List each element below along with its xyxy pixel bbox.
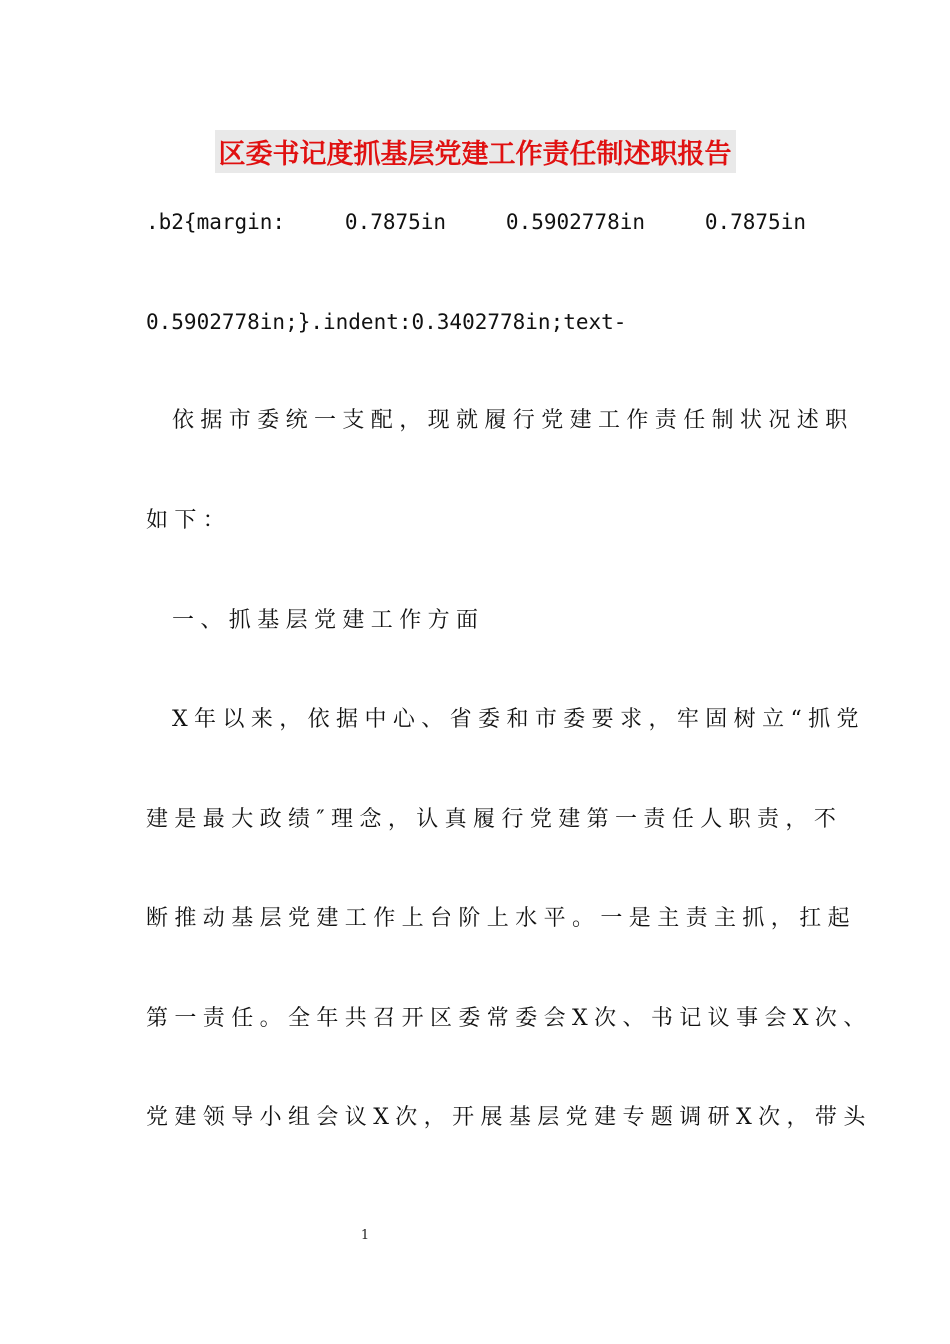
document-title: 区委书记度抓基层党建工作责任制述职报告 — [215, 130, 736, 173]
css-fragment: .b2{margin: — [146, 210, 286, 234]
css-text-line-1 — [146, 207, 806, 237]
page-number: 1 — [360, 1228, 370, 1243]
paragraph-line: X年以来，依据中心、省委和市委要求，牢固树立“抓党 — [172, 707, 865, 732]
paragraph-line: 断推动基层党建工作上台阶上水平。一是主责主抓，扛起 — [146, 906, 857, 931]
section-heading: 一、抓基层党建工作方面 — [172, 608, 485, 633]
paragraph-line: 第一责任。全年共召开区委常委会X次、书记议事会X次、 — [146, 1006, 872, 1031]
title-container — [0, 130, 950, 173]
css-fragment: 0.7875in — [704, 210, 806, 234]
paragraph-line: 党建领导小组会议X次，开展基层党建专题调研X次，带头 — [146, 1105, 872, 1130]
css-fragment: 0.7875in — [344, 210, 447, 234]
paragraph-line: 依据市委统一支配，现就履行党建工作责任制状况述职 — [172, 408, 854, 433]
css-fragment: 0.5902778in — [505, 210, 645, 234]
paragraph-line: 建是最大政绩″理念，认真履行党建第一责任人职责，不 — [146, 807, 843, 832]
css-text-line-2: 0.5902778in;}.indent:0.3402778in;text- — [146, 310, 627, 334]
paragraph-line: 如下： — [146, 508, 232, 533]
